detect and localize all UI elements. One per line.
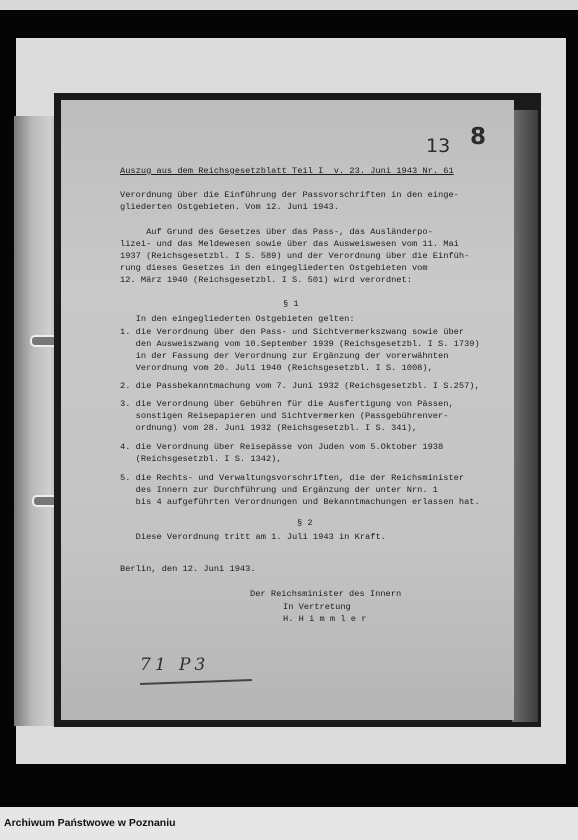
section-1-heading: § 1 — [283, 299, 299, 309]
scan-top-strip — [0, 0, 578, 10]
list-item-line: 4. die Verordnung über Reisepässe von Juden vom 5.Oktober 1938 — [120, 442, 444, 452]
preamble-line: 1937 (Reichsgesetzbl. I S. 589) und der Verordnung über die Einfüh- — [120, 251, 470, 261]
preamble-line: rung dieses Gesetzes in den eingegliederten Ostgebieten vom — [120, 263, 428, 273]
list-item-line: (Reichsgesetzbl. I S. 1342), — [120, 454, 282, 464]
list-item-line: in der Fassung der Verordnung zur Ergänzung der vorerwähnten — [120, 351, 449, 361]
place-date: Berlin, den 12. Juni 1943. — [120, 564, 256, 574]
list-item-line: 3. die Verordnung über Gebühren für die Ausfertigung von Pässen, — [120, 399, 454, 409]
document-heading: Auszug aus dem Reichsgesetzblatt Teil I v. 23. Juni 1943 Nr. 61 — [120, 166, 454, 176]
list-item-line: des Innern zur Durchführung und Ergänzung der unter Nrn. 1 — [120, 485, 439, 495]
signature-line: Der Reichsminister des Innern — [250, 589, 402, 599]
section-2-heading: § 2 — [297, 518, 313, 528]
list-item-line: ordnung) vom 28. Juni 1932 (Reichsgesetzbl. I S. 341), — [120, 423, 418, 433]
list-item-line: 2. die Passbekanntmachung vom 7. Juni 1932 (Reichsgesetzbl. I S.257), — [120, 381, 480, 391]
list-item-line: den Ausweiszwang vom 10.September 1939 (Reichsgesetzbl. I S. 1739) — [120, 339, 480, 349]
preamble-line: 12. März 1940 (Reichsgesetzbl. I S. 501) wird verordnet: — [120, 275, 412, 285]
pencil-page-number: 13 — [426, 135, 451, 157]
stamp-page-number: 8 — [470, 124, 487, 150]
archive-label: Archiwum Państwowe w Poznaniu — [4, 817, 176, 829]
list-item-line: 5. die Rechts- und Verwaltungsvorschriften, die der Reichsminister — [120, 473, 465, 483]
page-edge — [512, 110, 538, 722]
document-title-line: Verordnung über die Einführung der Passvorschriften in den einge- — [120, 190, 459, 200]
signature-line: H. H i m m l e r — [283, 614, 367, 624]
section-1-intro: In den eingegliederten Ostgebieten gelten: — [120, 314, 355, 324]
section-2-text: Diese Verordnung tritt am 1. Juli 1943 in Kraft. — [120, 532, 386, 542]
list-item-line: Verordnung vom 20. Juli 1940 (Reichsgesetzbl. I S. 1008), — [120, 363, 433, 373]
list-item-line: sonstigen Reisepapieren und Sichtvermerken (Passgebührenver- — [120, 411, 449, 421]
document-title-line: gliederten Ostgebieten. Vom 12. Juni 1943. — [120, 202, 339, 212]
list-item-line: bis 4 aufgeführten Verordnungen und Bekanntmachungen erlassen hat. — [120, 497, 480, 507]
list-item-line: 1. die Verordnung über den Pass- und Sichtvermerkszwang sowie über — [120, 327, 465, 337]
handwritten-note: 71 P3 — [140, 655, 210, 675]
signature-line: In Vertretung — [283, 602, 351, 612]
preamble-line: lizei- und das Meldewesen sowie über das Ausweiswesen vom 11. Mai — [120, 239, 459, 249]
preamble-line: Auf Grund des Gesetzes über das Pass-, das Ausländerpo- — [120, 227, 433, 237]
